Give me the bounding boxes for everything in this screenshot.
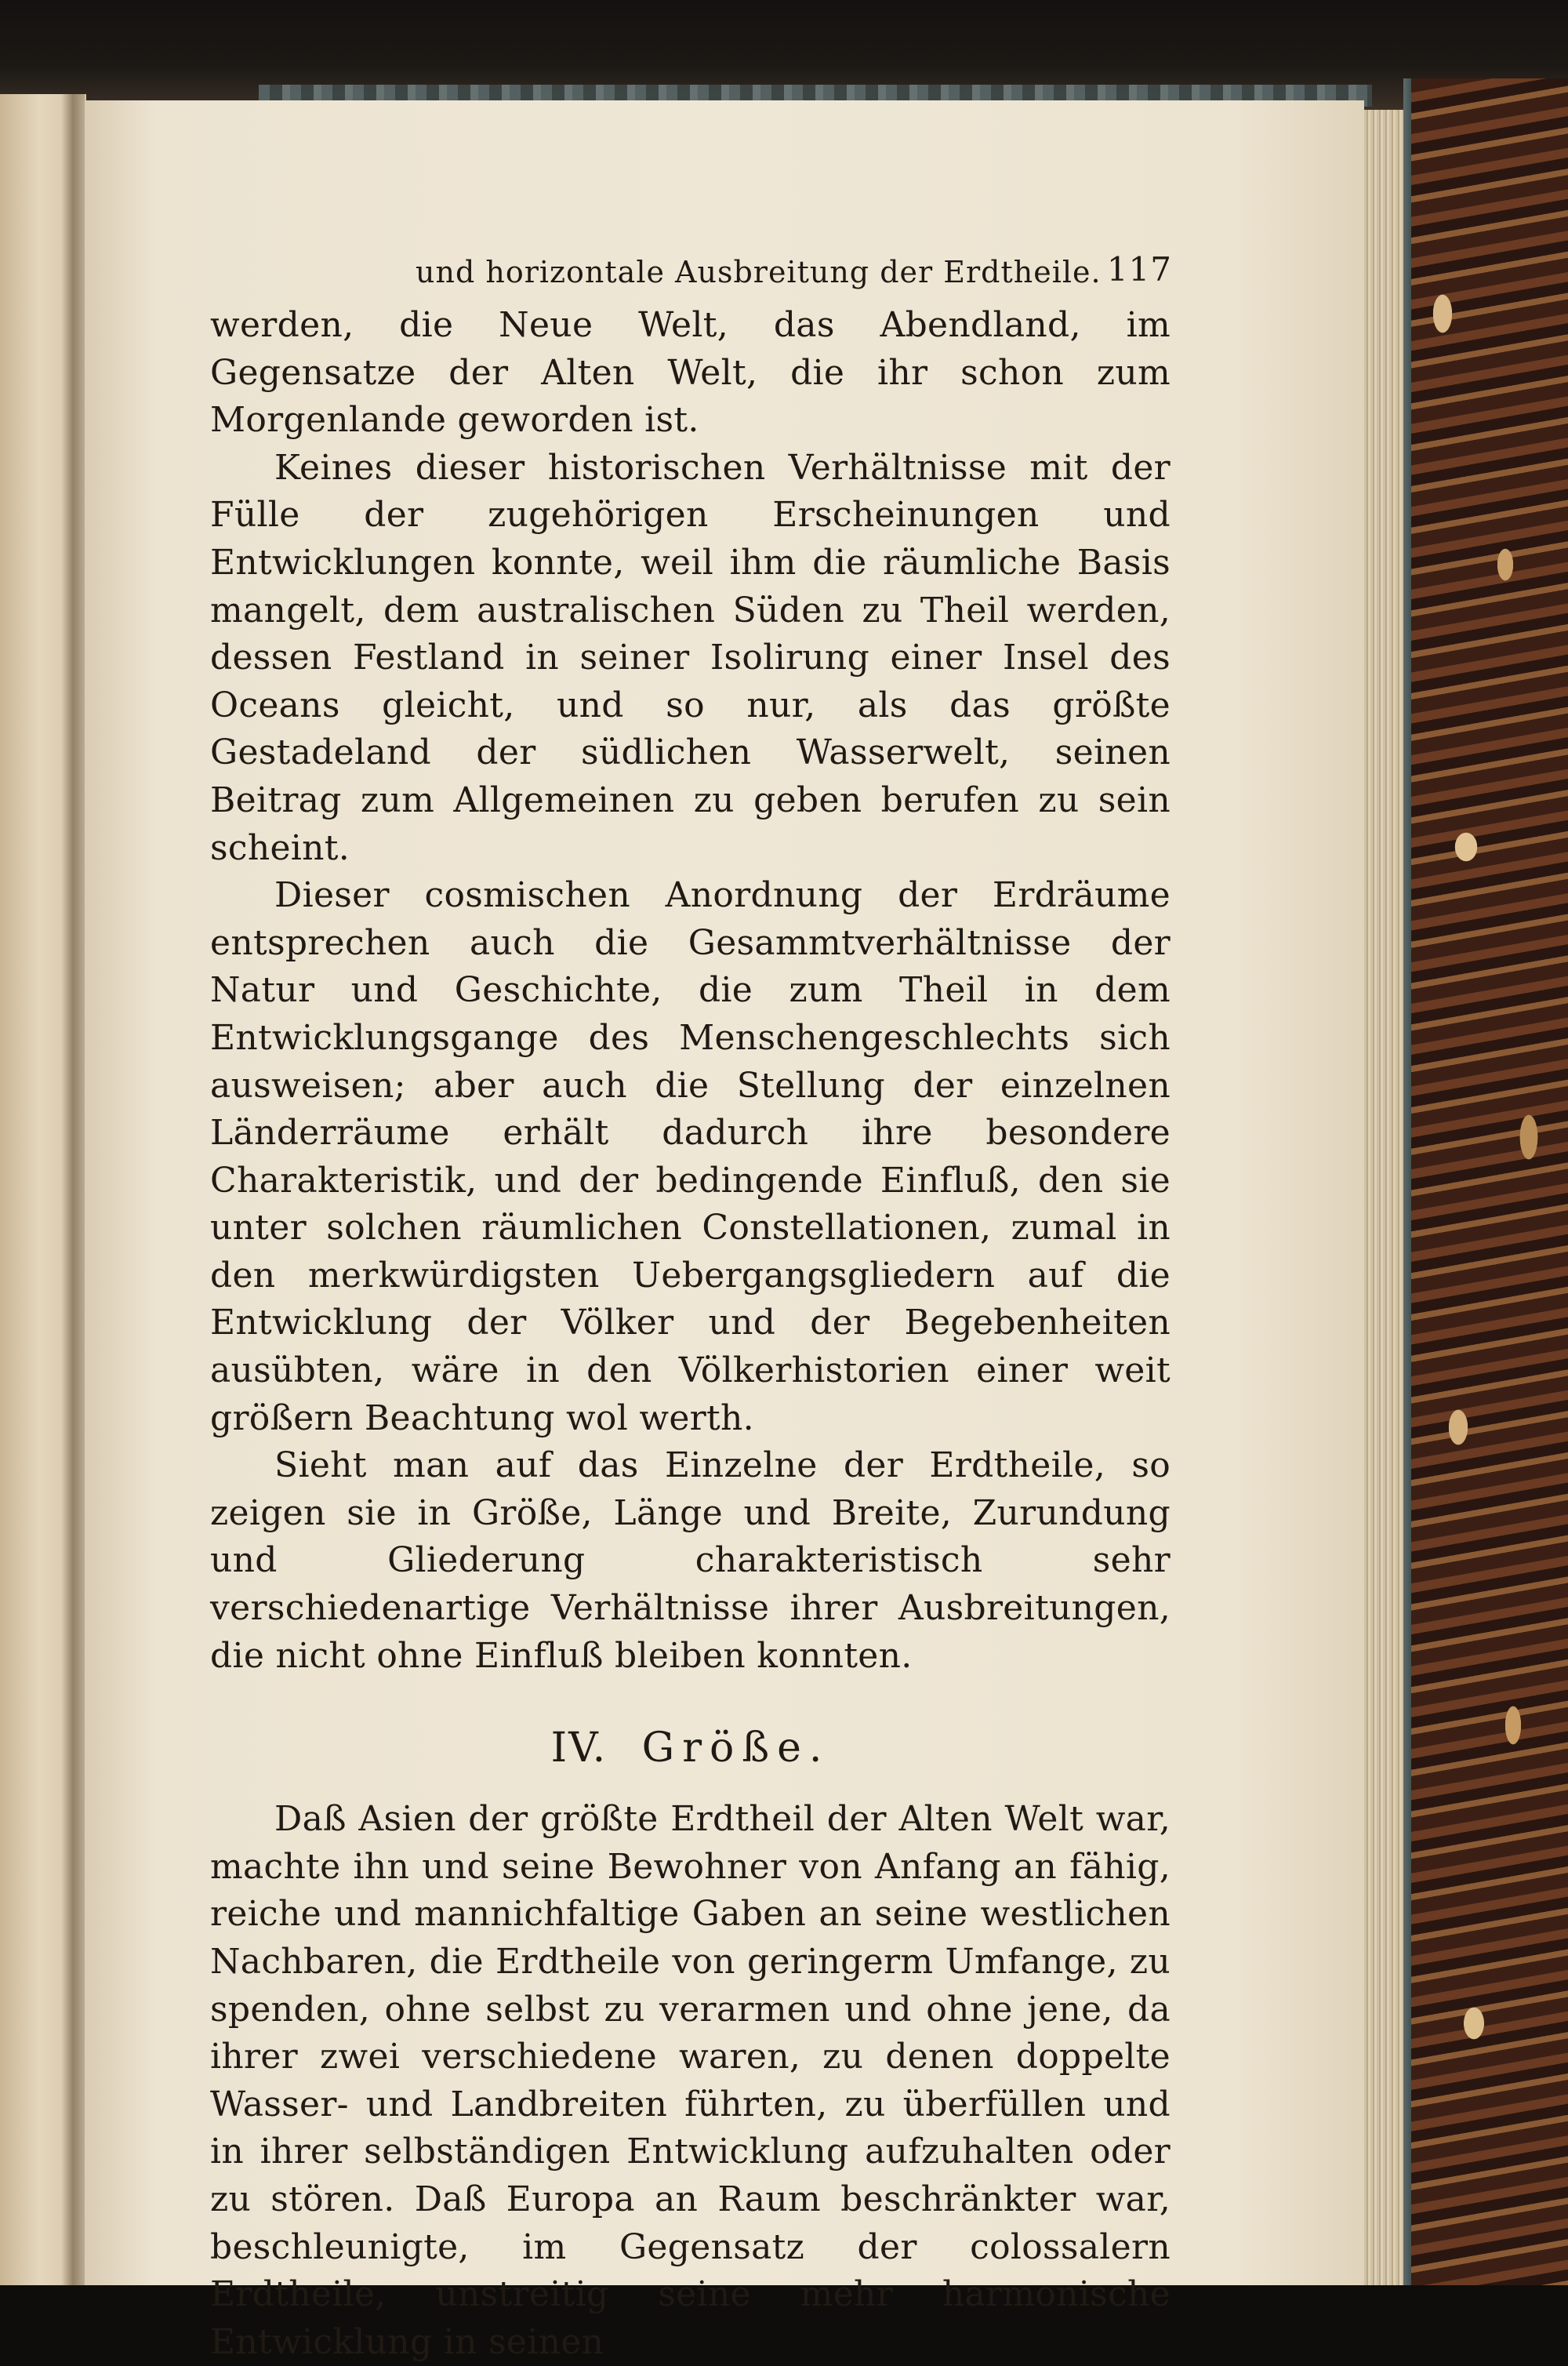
running-head-title: und horizontale Ausbreitung der Erdtheile.: [416, 255, 1102, 289]
running-head: [210, 239, 1171, 302]
section-title: Größe.: [641, 1725, 830, 1772]
section-paragraph: Daß Asien der größte Erdtheil der Alten Welt war, machte ihn und seine Bewohner von Anfang an fähig, reiche und mannichfaltige Gaben an seine westlichen Nachbaren, die Erdtheile von geringerm Umfange, zu spenden, ohne selbst zu verarmen und ohne jene, da ihrer zwei verschiedene waren, zu denen doppelte Wasser- und Landbreiten führten, zu überfüllen und in ihrer selbständigen Entwicklung aufzuhalten oder zu stören. Daß Europa an Raum beschränkter war, beschleunigte, im Gegensatz der colossalern Erdtheile, unstreitig seine mehr harmonische Entwicklung in seinen: [210, 1799, 1171, 2362]
section-number: IV.: [550, 1725, 608, 1772]
marbled-cover: [1411, 78, 1568, 2285]
page-gutter: [61, 94, 85, 2285]
paragraph: Keines dieser historischen Verhältnisse mit der Fülle der zugehörigen Erscheinungen und Entwicklungen konnte, weil ihm die räumliche Basis mangelt, dem australischen Süden zu Theil werden, dessen Festland in seiner Isolirung einer Insel des Oceans gleicht, und so nur, als das größte Gestadeland der südlichen Wasserwelt, seinen Beitrag zum Allgemeinen zu geben berufen zu sein scheint.: [210, 447, 1171, 868]
paragraph: Dieser cosmischen Anordnung der Erdräume entsprechen auch die Gesammtverhältnisse der Natur und Geschichte, die zum Theil in dem Entwicklungsgange des Menschengeschlechts sich ausweisen; aber auch die Stellung der einzelnen Länderräume erhält dadurch ihre besondere Charakteristik, und der bedingende Einfluß, den sie unter solchen räumlichen Constellationen, zumal in den merkwürdigsten Uebergangsgliedern auf die Entwicklung der Völker und der Begebenheiten ausübten, wäre in den Völkerhistorien einer weit größern Beachtung wol werth.: [210, 875, 1171, 1438]
page-number: 117: [1106, 250, 1172, 289]
section-heading: [210, 1700, 1171, 1796]
paragraph: Sieht man auf das Einzelne der Erdtheile, so zeigen sie in Größe, Länge und Breite, Zurundung und Gliederung charakteristisch sehr verschiedenartige Verhältnisse ihrer Ausbreitungen, die nicht ohne Einfluß bleiben konnten.: [210, 1445, 1171, 1676]
paragraph-continuation: werden, die Neue Welt, das Abendland, im Gegensatze der Alten Welt, die ihr schon zum Morgenlande geworden ist.: [210, 305, 1171, 441]
text-block: [210, 239, 1171, 2366]
